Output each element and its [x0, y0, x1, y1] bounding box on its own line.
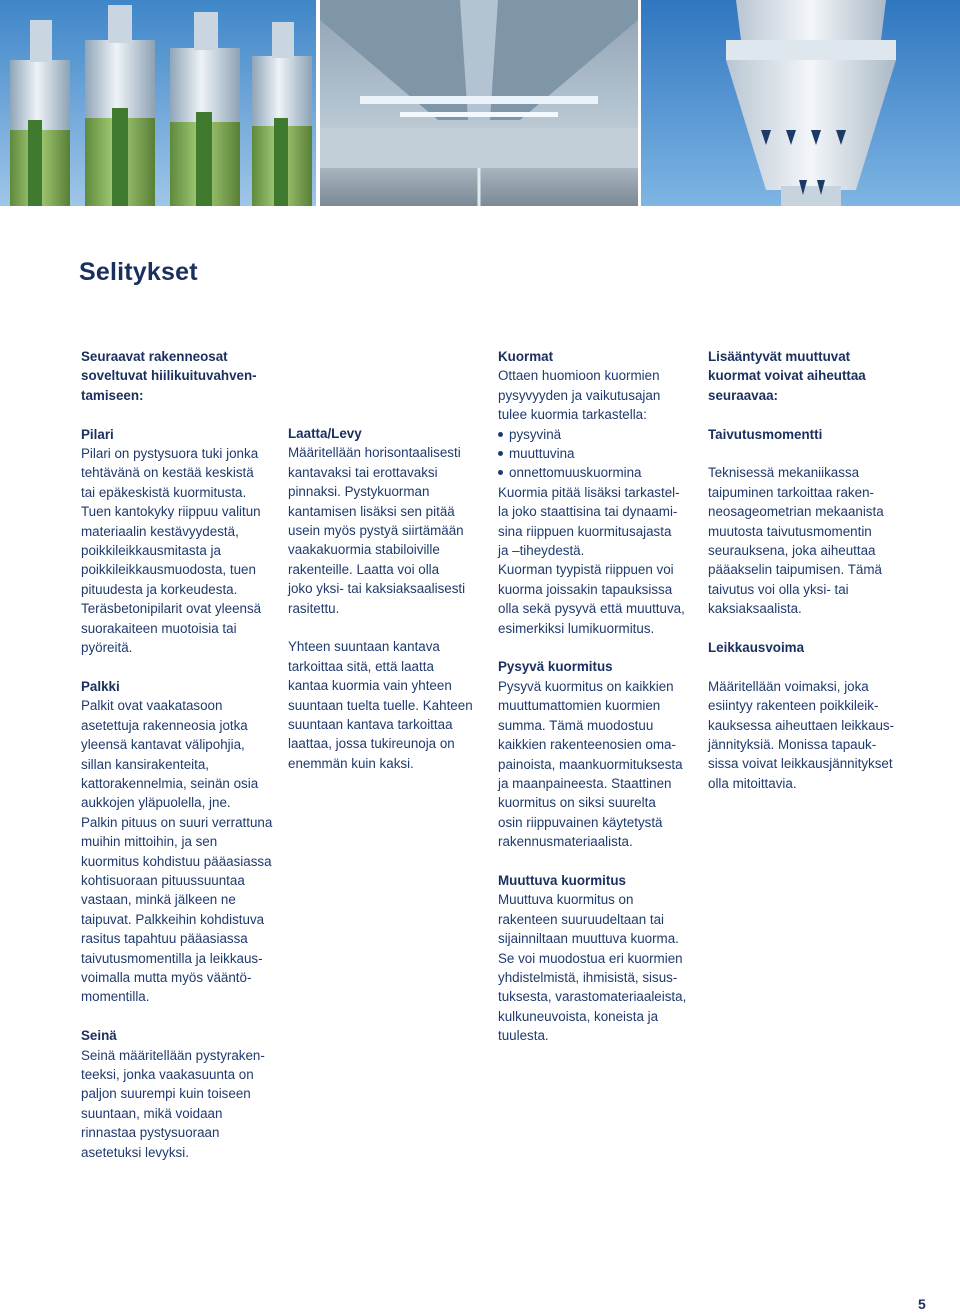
taivutus-heading: Taivutusmomentti [708, 426, 823, 442]
page-number: 5 [918, 1296, 926, 1312]
kuormat-text-2: Kuormia pitää lisäksi tarkastel- la joko staattisina tai dynaami- sina riippuen kuormitusajasta ja –tiheydestä. Kuorman tyypistä riippuen voi kuorma joissakin tapauksissa olla sekä pysyvä että muuttuva, esimerkiksi lumikuormitus. [498, 484, 685, 636]
pysyva-heading: Pysyvä kuormitus [498, 659, 613, 675]
kuormat-heading: Kuormat [498, 349, 554, 364]
laatta-heading: Laatta/Levy [288, 426, 362, 441]
laatta-text: Määritellään horisontaalisesti kantavaksi tai erottavaksi pinnaksi. Pystykuorman kantamisen lisäksi sen pitää usein myös pystyä siirtämään vaakakuormia stabiloiville rakenteille. Laatta voi olla joko yksi- tai kaksiaksaalisesti rasitettu. [288, 445, 466, 616]
taivutus-text: Teknisessä mekaniikassa taipuminen tarkoittaa raken- neosageometrian mekaanista muutosta taivutusmomentin seurauksena, joka aiheuttaa pääakselin taipumisen. Tämä taivutus voi olla yksi- tai kaksiaksaalista. [708, 465, 884, 617]
muuttuva-text: Muuttuva kuormitus on rakenteen suuruudeltaan tai sijainniltaan muuttuva kuorma. Se voi muodostua eri kuormien yhdistelmistä, ihmisistä, sisus- tuksesta, varastomateriaaleista, kulkuneuvoista, koneista ja tuulesta. [498, 892, 687, 1044]
pysyva-text: Pysyvä kuormitus on kaikkien muuttumattomien kuormien summa. Tämä muodostuu kaikkien rakenteenosien oma- painoista, maankuormituksesta ja maanpaineesta. Staattinen kuormitus on siksi suurelta osin riippuvainen käytetystä rakennusmateriaalista. [498, 678, 683, 850]
seina-text: Seinä määritellään pystyraken- teeksi, jonka vaakasuunta on paljon suurempi kuin toiseen suuntaan, mikä voidaan rinnastaa pystysuoraan asetetuksi levyksi. [81, 1047, 265, 1160]
list-item: muuttuvina [498, 444, 698, 463]
list-item: onnettomuuskuormina [498, 463, 698, 482]
parking-deck-photo [320, 0, 638, 206]
lisaantyvat-heading: Lisääntyvät muuttuvat kuormat voivat aiheuttaa seuraavaa: [708, 349, 866, 403]
kuormat-bullet-list [498, 425, 698, 483]
silo-photo [0, 0, 316, 206]
text-column-2 [288, 424, 488, 773]
text-column-1 [81, 347, 281, 1162]
text-column-3 [498, 347, 698, 1046]
leikkaus-heading: Leikkausvoima [708, 640, 805, 656]
laatta-text-2: Yhteen suuntaan kantava tarkoittaa sitä, että laatta kantaa kuormia vain yhteen suuntaan tuelta tuelle. Kahteen suuntaan kantava tarkoittaa laattaa, jossa tukireunoja on enemmän kuin kaksi. [288, 639, 473, 771]
page-title: Selitykset [79, 258, 198, 286]
kuormat-text: Ottaen huomioon kuormien pysyvyyden ja vaikutusajan tulee kuormia tarkastella: [498, 368, 661, 423]
pilari-heading: Pilari [81, 426, 114, 442]
seina-heading: Seinä [81, 1028, 117, 1044]
intro-heading: Seuraavat rakenneosat soveltuvat hiilikuituvahven- tamiseen: [81, 349, 257, 403]
water-tower-photo [641, 0, 960, 206]
leikkaus-text: Määritellään voimaksi, joka esiintyy rakenteen poikkileik- kauksessa aiheuttaen leikkaus- jännityksiä. Monissa tapauk- sissa voivat leikkausjännitykset olla mitoittavia. [708, 678, 895, 791]
palkki-heading: Palkki [81, 678, 120, 694]
list-item: pysyvinä [498, 425, 698, 444]
muuttuva-heading: Muuttuva kuormitus [498, 872, 626, 888]
palkki-text: Palkit ovat vaakatasoon asetettuja rakenneosia jotka yleensä kantavat välipohjia, sillan kansirakenteita, kattorakennelmia, seinän osia aukkojen yläpuolella, jne. Palkin pituus on suuri verrattuna muihin mittoihin, ja sen kuormitus kohdistuu pääasiassa kohtisuoraan pituussuuntaa vastaan, minkä jälkeen ne taipuvat. Palkkeihin kohdistuva rasitus tapahtuu pääasiassa taivutusmomentilla ja leikkaus- voimalla mutta myös vääntö- momentilla. [81, 698, 273, 1005]
pilari-text: Pilari on pystysuora tuki jonka tehtävänä on kestää keskistä tai epäkeskistä kuormitusta. Tuen kantokyky riippuu valitun materiaalin kestävyydestä, poikkileikkausmitasta ja poikkileikkausmuodosta, tuen pituudesta ja korkeudesta. Teräsbetonipilarit ovat yleensä suorakaiteen muotoisia tai pyöreitä. [81, 446, 262, 656]
text-column-4 [708, 347, 908, 793]
